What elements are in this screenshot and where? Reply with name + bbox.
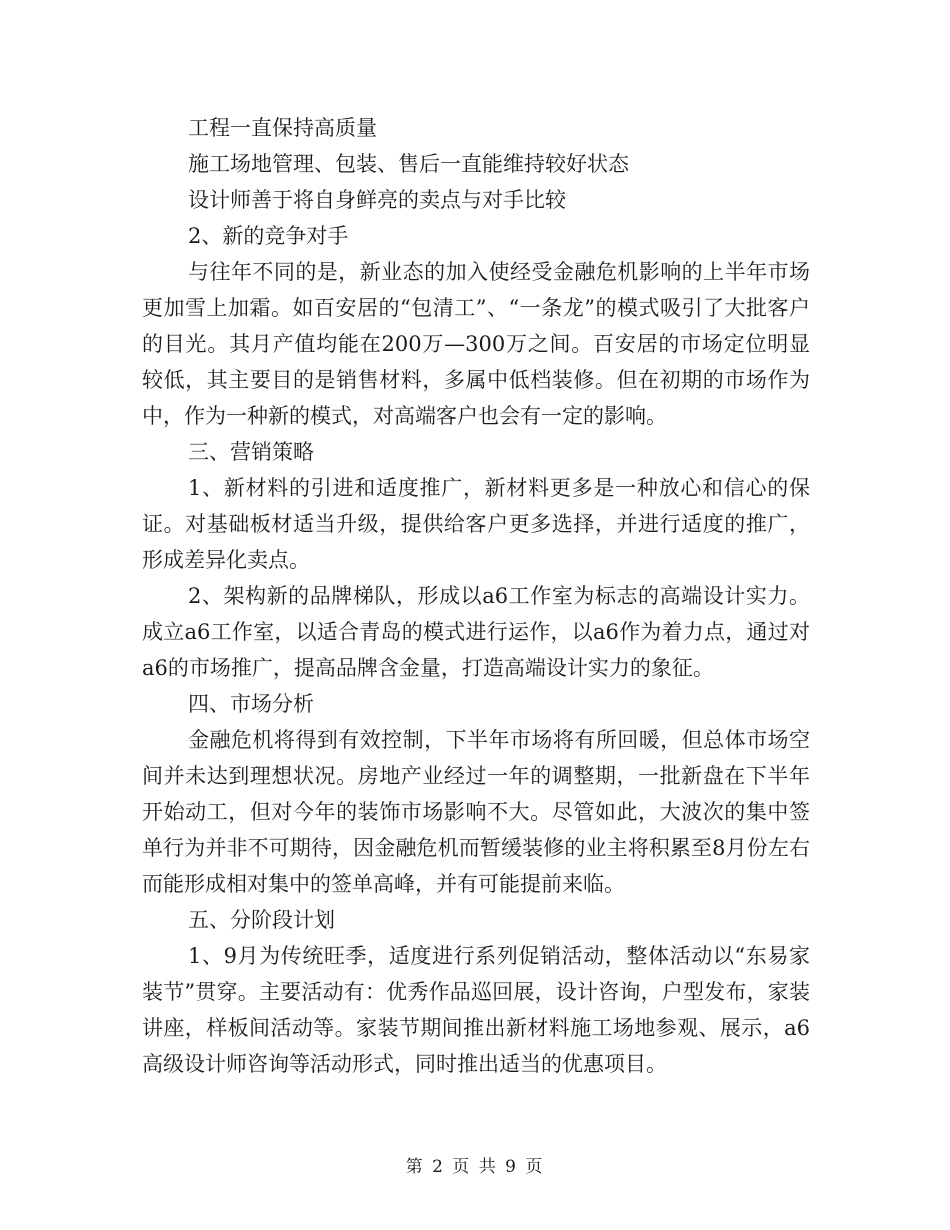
paragraph-1: 工程一直保持高质量 bbox=[188, 116, 377, 140]
paragraph-phase-plan-1: 1、9月为传统旺季，适度进行系列促销活动，整体活动以“东易家装节”贯穿。主要活动有：优秀作品巡回展，设计咨询，户型发布，家装讲座，样板间活动等。家装节期间推出新材料施工场地参观、展示，a6高级设计师咨询等活动形式，同时推出适当的优惠项目。 bbox=[142, 944, 810, 1076]
section-heading-marketing-strategy: 三、营销策略 bbox=[188, 440, 314, 464]
paragraph-competitors: 与往年不同的是，新业态的加入使经受金融危机影响的上半年市场更加雪上加霜。如百安居的“包清工”、“一条龙”的模式吸引了大批客户的目光。其月产值均能在200万—300万之间。百安居的市场定位明显较低，其主要目的是销售材料，多属中低档装修。但在初期的市场作为中，作为一种新的模式，对高端客户也会有一定的影响。 bbox=[142, 260, 810, 428]
document-body bbox=[142, 110, 810, 1082]
paragraph-2: 施工场地管理、包装、售后一直能维持较好状态 bbox=[188, 152, 629, 176]
paragraph-strategy-2: 2、架构新的品牌梯队，形成以a6工作室为标志的高端设计实力。成立a6工作室，以适合青岛的模式进行运作，以a6作为着力点，通过对a6的市场推广，提高品牌含金量，打造高端设计实力的象征。 bbox=[142, 584, 810, 680]
paragraph-strategy-1: 1、新材料的引进和适度推广，新材料更多是一种放心和信心的保证。对基础板材适当升级，提供给客户更多选择，并进行适度的推广，形成差异化卖点。 bbox=[142, 476, 810, 572]
section-heading-phase-plan: 五、分阶段计划 bbox=[188, 908, 335, 932]
page-number-footer: 第 2 页 共 9 页 bbox=[405, 1157, 545, 1177]
section-heading-new-competitors: 2、新的竞争对手 bbox=[188, 224, 349, 248]
section-heading-market-analysis: 四、市场分析 bbox=[188, 692, 314, 716]
paragraph-3: 设计师善于将自身鲜亮的卖点与对手比较 bbox=[188, 188, 566, 212]
paragraph-market-analysis: 金融危机将得到有效控制，下半年市场将有所回暖，但总体市场空间并未达到理想状况。房地产业经过一年的调整期，一批新盘在下半年开始动工，但对今年的装饰市场影响不大。尽管如此，大波次的集中签单行为并非不可期待，因金融危机而暂缓装修的业主将积累至8月份左右而能形成相对集中的签单高峰，并有可能提前来临。 bbox=[142, 728, 810, 896]
